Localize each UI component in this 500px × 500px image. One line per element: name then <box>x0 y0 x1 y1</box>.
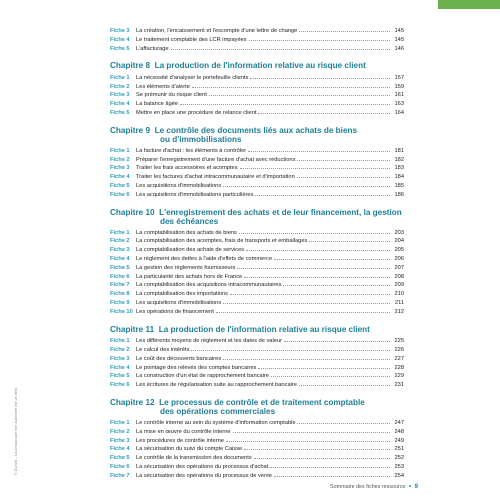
dot-leader <box>258 368 390 369</box>
toc-entry <box>110 173 404 182</box>
toc-entry <box>110 281 404 290</box>
dot-leader <box>284 341 390 342</box>
entry-title: La facture d'achat : les éléments à contrôler <box>136 147 247 154</box>
toc-entry <box>110 255 404 264</box>
chapter-title: Chapitre 8 La production de l'information relative au risque client <box>110 61 366 71</box>
fiche-label: Fiche 4 <box>110 256 130 263</box>
page-number: 228 <box>394 364 404 371</box>
toc-entry <box>110 454 404 463</box>
entry-title: Les procédures de contrôle interne <box>136 437 224 444</box>
chapter-heading <box>110 398 404 417</box>
fiche-label: Fiche 5 <box>110 45 130 52</box>
dot-leader <box>180 104 390 105</box>
page-number: 145 <box>394 36 404 43</box>
toc-entry <box>110 27 404 36</box>
fiche-label: Fiche 2 <box>110 428 130 435</box>
footer-separator: • <box>409 484 412 490</box>
entry-title: La nécessité d'analyser le portefeuille clients <box>136 74 249 81</box>
toc-entry <box>110 100 404 109</box>
toc-entry <box>110 229 404 238</box>
dot-leader <box>283 285 390 286</box>
page-number: 159 <box>394 83 404 90</box>
fiche-label: Fiche 6 <box>110 382 130 389</box>
fiche-label: Fiche 4 <box>110 446 130 453</box>
chapter-title-continued: des échéances <box>160 217 219 227</box>
page-number: 251 <box>394 446 404 453</box>
dot-leader <box>297 177 390 178</box>
fiche-label: Fiche 3 <box>110 355 130 362</box>
fiche-label: Fiche 5 <box>110 110 130 117</box>
entry-title: Traiter les frais accessoires et acomptes <box>136 165 238 172</box>
fiche-label: Fiche 4 <box>110 364 130 371</box>
dot-leader <box>309 241 390 242</box>
entry-title: La particularité des achats hors de France <box>136 273 243 280</box>
entry-title: Les opérations de financement <box>136 308 214 315</box>
fiche-label: Fiche 6 <box>110 463 130 470</box>
toc-entry <box>110 91 404 100</box>
entry-title: Se prémunir du risque client <box>136 92 207 99</box>
chapter-heading <box>110 61 404 71</box>
entry-title: La mise en œuvre du contrôle interne <box>136 428 231 435</box>
page-footer <box>330 484 418 490</box>
fiche-label: Fiche 3 <box>110 247 130 254</box>
page-number: 212 <box>394 308 404 315</box>
green-corner-tab <box>438 0 500 9</box>
fiche-label: Fiche 4 <box>110 36 130 43</box>
page-number: 249 <box>394 437 404 444</box>
dot-leader <box>223 359 390 360</box>
toc-entry <box>110 273 404 282</box>
toc-entry <box>110 83 404 92</box>
fiche-label: Fiche 2 <box>110 156 130 163</box>
page-number: 226 <box>394 346 404 353</box>
dot-leader <box>244 449 390 450</box>
entry-title: L'affacturage <box>136 45 169 52</box>
dot-leader <box>250 78 390 79</box>
toc-entry <box>110 337 404 346</box>
chapter-title: Chapitre 9 Le contrôle des documents liés aux achats de biens <box>110 125 358 135</box>
chapter-title: Chapitre 12 Le processus de contrôle et de traitement comptable <box>110 397 365 407</box>
page-number: 252 <box>394 455 404 462</box>
dot-leader <box>299 385 390 386</box>
entry-title: Les acquisitions d'immobilisations <box>136 183 222 190</box>
dot-leader <box>297 423 390 424</box>
fiche-label: Fiche 7 <box>110 282 130 289</box>
footer-page-number: 9 <box>414 484 418 490</box>
fiche-label: Fiche 1 <box>110 147 130 154</box>
fiche-label: Fiche 2 <box>110 83 130 90</box>
chapter-title: Chapitre 10 L'enregistrement des achats et de leur financement, la gestion <box>110 207 402 217</box>
page-number: 229 <box>394 373 404 380</box>
chapter-heading <box>110 126 404 145</box>
toc-entry <box>110 472 404 481</box>
entry-title: La création, l'encaissement et l'escompte d'une lettre de change <box>136 28 298 34</box>
dot-leader <box>244 277 390 278</box>
entry-title: La gestion des règlements fournisseurs <box>136 264 236 271</box>
page-number: 253 <box>394 463 404 470</box>
entry-title: La comptabilisation des achats de biens <box>136 229 237 236</box>
entry-title: Le pointage des relevés des comptes bancaires <box>136 364 257 371</box>
dot-leader <box>230 294 390 295</box>
dot-leader <box>270 467 390 468</box>
toc-entry <box>110 372 404 381</box>
toc-entry <box>110 299 404 308</box>
page-number: 247 <box>394 419 404 426</box>
fiche-label: Fiche 1 <box>110 229 130 236</box>
page-number: 184 <box>394 174 404 181</box>
dot-leader <box>274 476 390 477</box>
entry-title: La sécurisation des opérations du processus d'achat <box>136 463 269 470</box>
fiche-label: Fiche 5 <box>110 183 130 190</box>
page-number: 146 <box>394 45 404 52</box>
dot-leader <box>274 259 390 260</box>
toc-entry <box>110 428 404 437</box>
entry-title: Les éléments d'alerte <box>136 83 190 90</box>
entry-title: Le contrôle de la transmission des documents <box>136 455 252 462</box>
footer-label: Sommaire des fiches ressource <box>330 484 406 490</box>
toc-entry <box>110 290 404 299</box>
dot-leader <box>240 168 390 169</box>
fiche-label: Fiche 7 <box>110 472 130 479</box>
dot-leader <box>233 432 390 433</box>
toc-entry <box>110 237 404 246</box>
dot-leader <box>271 376 390 377</box>
entry-title: Les écritures de régularisation suite au rapprochement bancaire <box>136 382 297 389</box>
page-number: 181 <box>394 147 404 154</box>
entry-title: Le règlement des dettes à l'aide d'effets de commerce <box>136 256 273 263</box>
chapter-heading <box>110 208 404 227</box>
page-number: 157 <box>394 74 404 81</box>
chapter-title-continued: des opérations commerciales <box>160 407 276 417</box>
dot-leader <box>248 151 390 152</box>
toc-entry <box>110 264 404 273</box>
dot-leader <box>299 31 390 32</box>
toc-entry <box>110 147 404 156</box>
entry-title: La construction d'un état de rapprochement bancaire <box>136 373 269 380</box>
page-number: 205 <box>394 247 404 254</box>
fiche-label: Fiche 8 <box>110 291 130 298</box>
page-number: 208 <box>394 273 404 280</box>
fiche-label: Fiche 5 <box>110 264 130 271</box>
page-number: 207 <box>394 264 404 271</box>
page-number: 206 <box>394 256 404 263</box>
dot-leader <box>237 268 390 269</box>
page-number: 203 <box>394 229 404 236</box>
dot-leader <box>258 113 390 114</box>
fiche-label: Fiche 2 <box>110 346 130 353</box>
page-number: 231 <box>394 382 404 389</box>
entry-title: Le contrôle interne au sein du système d'information comptable <box>136 419 296 426</box>
fiche-label: Fiche 3 <box>110 165 130 172</box>
entry-title: La sécurisation du suivi du compte Caisse <box>136 446 243 453</box>
entry-title: Les différents moyens de règlement et les dates de valeur <box>136 338 282 345</box>
entry-title: La comptabilisation des acquisitions intracommunautaires <box>136 282 282 289</box>
page-number: 161 <box>394 92 404 99</box>
entry-title: La comptabilisation des importations <box>136 291 228 298</box>
dot-leader <box>191 350 390 351</box>
entry-title: Le coût des découverts bancaires <box>136 355 222 362</box>
fiche-label: Fiche 3 <box>110 92 130 99</box>
toc-entry <box>110 355 404 364</box>
fiche-label: Fiche 3 <box>110 437 130 444</box>
entry-title: Préparer l'enregistrement d'une facture d'achat avec réductions <box>136 156 296 163</box>
toc-entry <box>110 36 404 45</box>
page-number: 227 <box>394 355 404 362</box>
fiche-label: Fiche 9 <box>110 300 130 307</box>
dot-leader <box>297 160 390 161</box>
page-number: 183 <box>394 165 404 172</box>
dot-leader <box>223 186 390 187</box>
page-number: 210 <box>394 291 404 298</box>
toc-entry <box>110 182 404 191</box>
entry-title: La comptabilisation des achats de services <box>136 247 245 254</box>
entry-title: Traiter les factures d'achat intracommunautaire et d'importation <box>136 174 295 181</box>
toc-entry <box>110 164 404 173</box>
page-number: 145 <box>394 28 404 34</box>
dot-leader <box>254 458 390 459</box>
entry-title: Le calcul des intérêts <box>136 346 190 353</box>
page-number: 186 <box>394 191 404 198</box>
entry-title: Les acquisitions d'immobilisations particulières <box>136 191 254 198</box>
toc-entry <box>110 74 404 83</box>
page-number: 182 <box>394 156 404 163</box>
dot-leader <box>171 49 390 50</box>
dot-leader <box>246 250 390 251</box>
toc-entry <box>110 109 404 118</box>
dot-leader <box>209 95 390 96</box>
page-number: 185 <box>394 183 404 190</box>
entry-title: Le traitement comptable des LCR impayées <box>136 36 247 43</box>
page-number: 164 <box>394 110 404 117</box>
page-number: 225 <box>394 338 404 345</box>
entry-title: La balance âgée <box>136 101 179 108</box>
fiche-label: Fiche 6 <box>110 191 130 198</box>
chapter-heading <box>110 325 404 335</box>
fiche-label: Fiche 1 <box>110 419 130 426</box>
toc-entry <box>110 445 404 454</box>
toc-entry <box>110 419 404 428</box>
entry-title: La comptabilisation des acomptes, frais de transports et emballages <box>136 238 308 245</box>
fiche-label: Fiche 2 <box>110 238 130 245</box>
fiche-label: Fiche 1 <box>110 338 130 345</box>
page-number: 248 <box>394 428 404 435</box>
page-number: 163 <box>394 101 404 108</box>
toc-entry <box>110 437 404 446</box>
chapter-title-continued: ou d'immobilisations <box>160 135 242 145</box>
toc-entry <box>110 156 404 165</box>
toc-entry <box>110 364 404 373</box>
toc-entry <box>110 246 404 255</box>
fiche-label: Fiche 5 <box>110 373 130 380</box>
toc-entry <box>110 191 404 200</box>
dot-leader <box>192 87 390 88</box>
toc-entry <box>110 346 404 355</box>
page-number: 204 <box>394 238 404 245</box>
page-number: 211 <box>394 300 404 307</box>
page-number: 254 <box>394 472 404 479</box>
entry-title: Les acquisitions d'immobilisations <box>136 300 222 307</box>
toc-entry <box>110 45 404 54</box>
page-number: 209 <box>394 282 404 289</box>
table-of-contents <box>110 27 404 480</box>
fiche-label: Fiche 5 <box>110 455 130 462</box>
fiche-label: Fiche 3 <box>110 28 130 34</box>
toc-entry <box>110 308 404 317</box>
fiche-label: Fiche 1 <box>110 74 130 81</box>
entry-title: Mettre en place une procédure de relance client <box>136 110 257 117</box>
dot-leader <box>239 233 390 234</box>
toc-entry <box>110 381 404 390</box>
fiche-label: Fiche 4 <box>110 174 130 181</box>
toc-entry <box>110 463 404 472</box>
fiche-label: Fiche 4 <box>110 101 130 108</box>
copyright-notice: © Dunod – La photocopie non autorisée est un délit. <box>14 386 18 475</box>
dot-leader <box>216 312 390 313</box>
dot-leader <box>226 441 390 442</box>
fiche-label: Fiche 6 <box>110 273 130 280</box>
chapter-title: Chapitre 11 La production de l'information relative au risque client <box>110 324 370 334</box>
entry-title: La sécurisation des opérations du processus de vente <box>136 472 272 479</box>
dot-leader <box>249 40 390 41</box>
fiche-label: Fiche 10 <box>110 308 133 315</box>
dot-leader <box>255 195 390 196</box>
dot-leader <box>223 303 390 304</box>
